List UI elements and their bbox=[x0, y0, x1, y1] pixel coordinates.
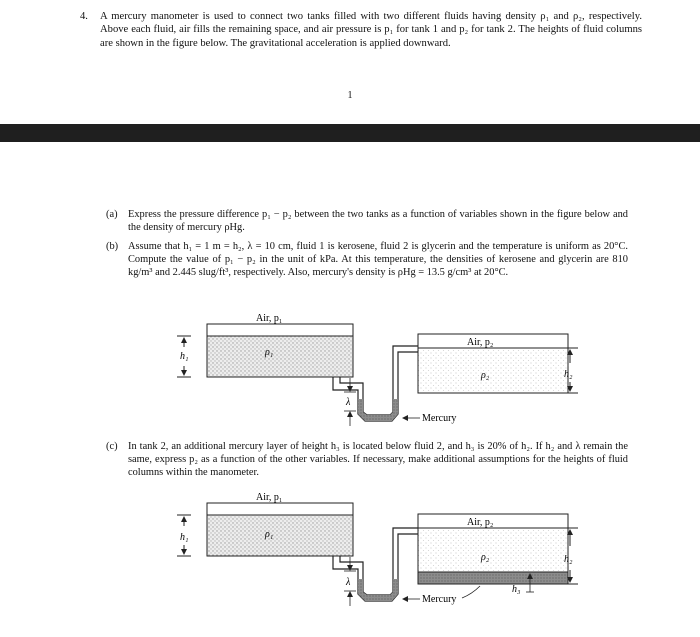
tank1-fluid-2 bbox=[207, 515, 353, 556]
problem-statement bbox=[82, 10, 642, 50]
mercury-label-2: Mercury bbox=[422, 594, 457, 605]
tank1-air-label-2: Air, p₁ bbox=[256, 492, 283, 503]
mercury-label: Mercury bbox=[422, 413, 457, 424]
problem-text: A mercury manometer is used to connect two tanks filled with two different fluids having density ρ₁ and ρ₂, respectively. Above each fluid, air fills the remaining space, and air pressure is p₁ for tank 1 and p₂ for tank 2. The heights of fluid columns are shown in the figure below. The gravitational acceleration is applied downward. bbox=[100, 11, 642, 49]
part-b-text: Assume that h₁ = 1 m = h₂, λ = 10 cm, fluid 1 is kerosene, fluid 2 is glycerin and the temperature is uniform as 20°C. Compute the value of p₁ − p₂ in the unit of kPa. At this temperature, the densities of kerosene and glycerin are 810 kg/m³ and 2.445 slug/ft³, respectively. Also, mercury's density is ρHg = 13.5 g/cm³ at 20°C. bbox=[128, 241, 628, 279]
manometer-figure-2 bbox=[0, 142, 700, 637]
part-c-label: (c) bbox=[106, 441, 118, 452]
part-a-label: (a) bbox=[106, 209, 118, 220]
tank2-rho-label: ρ₂ bbox=[481, 370, 490, 381]
tank2-fluid-2 bbox=[418, 528, 568, 572]
h1-label-2: h₁ bbox=[180, 532, 189, 543]
tank1-rho-label: ρ₁ bbox=[265, 347, 274, 358]
tank2-mercury-layer bbox=[418, 572, 568, 584]
page-1 bbox=[0, 0, 700, 124]
part-a-text: Express the pressure difference p₁ − p₂ between the two tanks as a function of variables shown in the figure below and the density of mercury ρHg. bbox=[128, 209, 628, 234]
tank1-air-2 bbox=[207, 503, 353, 515]
tank2-air-label-2: Air, p₂ bbox=[467, 517, 494, 528]
h2-label-2: h₂ bbox=[564, 554, 573, 565]
tank1-air-label: Air, p₁ bbox=[256, 313, 283, 324]
tank2-rho-label-2: ρ₂ bbox=[481, 552, 490, 563]
lambda-label-2: λ bbox=[346, 577, 351, 588]
h3-label: h₃ bbox=[512, 584, 521, 595]
part-b-label: (b) bbox=[106, 241, 119, 252]
page-number: 1 bbox=[347, 90, 353, 101]
lambda-label: λ bbox=[346, 397, 351, 408]
h2-label: h₂ bbox=[564, 369, 573, 380]
tank1-rho-label-2: ρ₁ bbox=[265, 529, 274, 540]
page-2 bbox=[0, 142, 700, 637]
h1-label: h₁ bbox=[180, 351, 189, 362]
problem-number: 4. bbox=[80, 11, 88, 22]
page-divider bbox=[0, 124, 700, 142]
tank2-air-label: Air, p₂ bbox=[467, 337, 494, 348]
part-c-text: In tank 2, an additional mercury layer of height h₃ is located below fluid 2, and h₃ is 20% of h₂. If h₂ and λ remain the same, express p₂ as a function of the other variables. If necessary, make additional assumptions for the heights of fluid columns within the manometer. bbox=[128, 441, 628, 479]
